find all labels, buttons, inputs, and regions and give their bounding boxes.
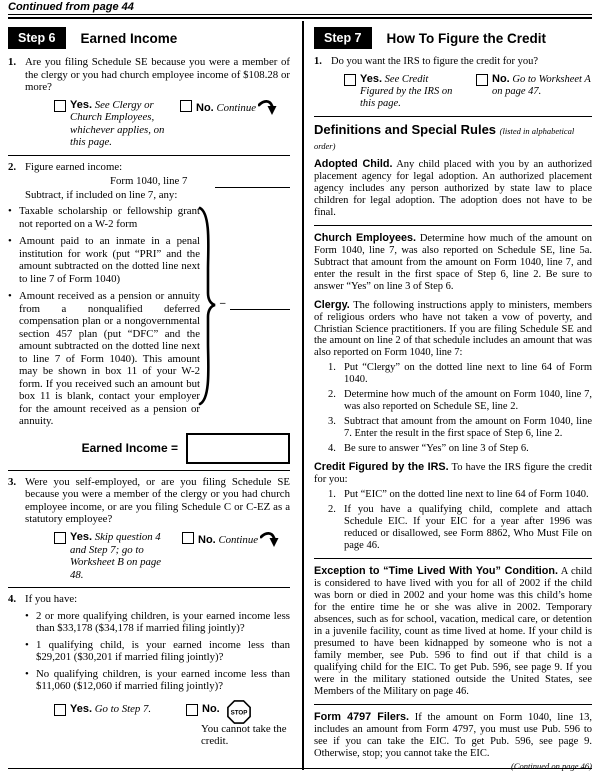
step6-question-2 — [8, 161, 290, 174]
divider — [314, 116, 592, 117]
question-text: Are you filing Schedule SE because you were a member of the clergy or you had church employee income of $108.28 or more? — [25, 56, 290, 94]
list-item — [8, 235, 200, 285]
divider — [8, 587, 290, 588]
definition-church-employees — [314, 232, 592, 293]
divider — [8, 155, 290, 156]
question-number: 1. — [8, 56, 17, 68]
subtraction-item: Taxable scholarship or fellowship grant not reported on a W-2 form — [19, 205, 200, 230]
no-label: No. — [202, 702, 220, 715]
definition-body: If the amount on Form 1040, line 13, includes an amount from Form 4797, you must use Pub. 596 to see if you can take the EIC. To get Pub. 596, see page 9. Otherwise, stop; you cannot take the EIC. — [314, 711, 592, 759]
definition-term: Clergy. — [314, 298, 350, 311]
step6-q4-no-answer — [186, 703, 290, 748]
step7-header — [314, 27, 592, 49]
question-number: 3. — [8, 475, 17, 488]
step6-q4-answers — [54, 703, 290, 748]
step6-question-4 — [8, 593, 290, 606]
question-text: Were you self-employed, or are you filing Schedule SE because you were a member of the clergy or you had church employee income, or are you filing Schedule C or C-EZ as a statutory employee? — [25, 475, 290, 526]
list-item — [25, 610, 290, 635]
earned-income-row — [8, 433, 290, 464]
qualifying-children-item: No qualifying children, is your earned income less than $11,060 ($12,060 if married filing jointly)? — [36, 667, 290, 693]
divider — [314, 225, 592, 226]
list-item — [328, 489, 592, 501]
yes-label: Yes. — [70, 98, 93, 111]
divider — [314, 558, 592, 559]
item-text: Put “EIC” on the dotted line next to line 64 of Form 1040. — [344, 489, 589, 501]
step6-q2-subtractions — [8, 205, 290, 428]
yes-instruction: Skip question 4 and Step 7; go to Worksheet B on page 48. — [70, 530, 162, 581]
form1040-line7-label: Form 1040, line 7 — [110, 175, 188, 188]
continue-arrow-icon — [258, 99, 278, 117]
stop-icon — [226, 699, 252, 725]
form1040-line7-row — [25, 175, 290, 188]
subtraction-item: Amount paid to an inmate in a penal institution for work (put “PRI” and the amount subtracted on the dotted line next to line 7 of Form 1040) — [19, 235, 200, 285]
step6-q1-answers — [54, 99, 290, 149]
divider — [8, 470, 290, 471]
definitions-heading-text: Definitions and Special Rules — [314, 121, 497, 137]
yes-instruction: Go to Step 7. — [94, 702, 152, 715]
step6-q4-no-checkbox[interactable] — [186, 704, 198, 716]
definition-exception-time-lived — [314, 565, 592, 698]
subtract-instruction: Subtract, if included on line 7, any: — [25, 188, 178, 201]
item-number: 3. — [328, 416, 336, 428]
step6-question-3 — [8, 476, 290, 526]
step6-title: Earned Income — [80, 30, 178, 46]
bullet-icon: • — [8, 290, 12, 303]
continued-from-note: Continued from page 44 — [8, 1, 134, 13]
item-text: Put “Clergy” on the dotted line next to line 64 of Form 1040. — [344, 362, 592, 386]
qualifying-children-item: 2 or more qualifying children, is your earned income less than $33,178 ($34,178 if married filing jointly)? — [36, 609, 290, 635]
definitions-heading — [314, 122, 592, 152]
minus-sign: – — [220, 297, 226, 310]
bullet-icon: • — [8, 235, 12, 248]
no-instruction: Continue — [218, 533, 259, 546]
step7-title: How To Figure the Credit — [386, 30, 547, 46]
definition-term: Church Employees. — [314, 231, 416, 244]
item-text: Be sure to answer “Yes” on line 3 of Step 6. — [344, 443, 529, 455]
step7-question-1 — [314, 56, 592, 68]
step6-q3-answers — [54, 531, 290, 581]
no-instruction: Continue — [216, 101, 257, 114]
yes-label: Yes. — [70, 702, 93, 715]
no-label: No. — [492, 72, 510, 85]
bullet-icon: • — [25, 667, 29, 680]
continue-arrow-icon — [260, 531, 280, 549]
subtraction-amount-row — [220, 297, 290, 310]
item-text: Subtract that amount from the amount on Form 1040, line 7. Enter the result in the first space of Step 6, line 2. — [344, 416, 592, 440]
question-number: 4. — [8, 593, 17, 606]
definition-body: Determine how much of the amount on Form 1040, line 7, was also reported on Schedule SE, line 5a. Subtract that amount from the amount on Form 1040, line 7, and enter the result in the first space of Step 6, line 2. Be sure to answer “Yes” on line 3 of Step 6. — [314, 232, 593, 292]
no-result-text: You cannot take the credit. — [201, 722, 287, 748]
list-item — [328, 443, 592, 455]
step7-q1-yes-checkbox[interactable] — [344, 74, 356, 86]
step7-section — [314, 27, 592, 771]
svg-text:STOP: STOP — [230, 708, 248, 716]
list-item — [328, 416, 592, 440]
item-number: 1. — [328, 489, 336, 501]
earned-income-label: Earned Income = — [81, 441, 178, 456]
step6-question-1 — [8, 56, 290, 94]
yes-label: Yes. — [360, 72, 383, 85]
step7-q1-no-checkbox[interactable] — [476, 74, 488, 86]
list-item — [8, 205, 200, 230]
qualifying-children-item: 1 qualifying child, is your earned income less than $29,201 ($30,201 if married filing jointly)? — [36, 638, 290, 664]
bullet-icon: • — [25, 638, 29, 651]
step6-q1-yes-checkbox[interactable] — [54, 100, 66, 112]
definition-term: Credit Figured by the IRS. — [314, 461, 449, 474]
definition-term: Form 4797 Filers. — [314, 710, 410, 723]
yes-label: Yes. — [70, 530, 93, 543]
definition-adopted-child — [314, 158, 592, 219]
item-number: 1. — [328, 362, 336, 374]
no-label: No. — [198, 533, 216, 546]
step6-section — [8, 27, 290, 752]
question-number: 2. — [8, 160, 17, 173]
definition-form-4797-filers — [314, 711, 592, 760]
question-text: Do you want the IRS to figure the credit for you? — [331, 56, 539, 67]
step6-q3-no-checkbox[interactable] — [182, 532, 194, 544]
continued-on-note: (Continued on page 46) — [511, 760, 592, 771]
definition-body: A child is considered to have lived with you for all of 2002 if the child was born or died in 2002 and your home was this child’s home for the entire time he or she was alive in 2002. Temporary absences, such as for school, vacation, medical care, or detention in a juvenile facility, count as time lived at home. If your child is presumed to have been kidnapped by someone who is not a family member, see Pub. 596 to find out if that child is a qualifying child for the EIC. To get Pub. 596, see page 9. If you were in the military stationed outside the United States, see Members of the Military on page 46. — [314, 565, 592, 697]
definitions-heading-note: (listed in alphabetical order) — [314, 125, 575, 151]
list-item — [25, 668, 290, 693]
list-item — [328, 362, 592, 386]
subtraction-amount-field[interactable] — [230, 298, 290, 310]
bullet-icon: • — [8, 205, 12, 218]
step6-q1-no-checkbox[interactable] — [180, 100, 192, 112]
step6-q3-yes-checkbox[interactable] — [54, 532, 66, 544]
step7-chip: Step 7 — [314, 27, 372, 49]
list-item — [328, 504, 592, 552]
no-label: No. — [196, 101, 214, 114]
top-double-rule — [8, 14, 592, 19]
bullet-icon: • — [25, 609, 29, 622]
step7-q1-answers — [344, 73, 592, 110]
item-number: 2. — [328, 504, 336, 516]
definition-body: The following instructions apply to ministers, members of religious orders who have not taken a vow of poverty, and Christian Science practitioners. If you are filing Schedule SE and the amount on line 2 of that schedule includes an amount that was also reported on Form 1040, line 7: — [314, 299, 593, 359]
step6-chip: Step 6 — [8, 27, 66, 49]
definition-credit-figured — [314, 461, 592, 486]
column-divider — [302, 21, 304, 770]
subtraction-item: Amount received as a pension or annuity from a nonqualified deferred compensation plan or a nongovernmental section 457 plan (put “DFC” and the amount subtracted on the dotted line next to line 7 of Form 1040). This amount may be shown in box 11 of your W-2 form. If you received such an amount but box 11 is blank, contact your employer for the amount received as a pension or annuity. — [19, 290, 200, 428]
form1040-line7-amount-field[interactable] — [215, 176, 290, 188]
list-item — [8, 290, 200, 428]
grouping-brace — [198, 205, 218, 411]
earned-income-entry-box[interactable] — [186, 433, 290, 464]
definition-term: Adopted Child. — [314, 157, 393, 170]
question-text: If you have: — [25, 593, 78, 606]
no-instruction: Go to Worksheet A on page 47. — [492, 73, 591, 97]
yes-instruction: See Clergy or Church Employees, whichever applies, on this page. — [70, 98, 165, 149]
question-number: 1. — [314, 56, 322, 67]
item-number: 2. — [328, 389, 336, 401]
item-number: 4. — [328, 443, 336, 455]
definition-body: To have the IRS figure the credit for you: — [314, 462, 592, 486]
divider — [314, 704, 592, 705]
question-text: Figure earned income: — [25, 160, 123, 173]
step6-header — [8, 27, 290, 49]
item-text: If you have a qualifying child, complete and attach Schedule EIC. If your EIC for a year after 1996 was reduced or disallowed, see Form 8862, Who Must File on page 46. — [344, 504, 592, 551]
step6-q4-yes-checkbox[interactable] — [54, 704, 66, 716]
definition-clergy — [314, 299, 592, 360]
definition-term: Exception to “Time Lived With You” Condition. — [314, 564, 558, 577]
list-item — [328, 389, 592, 413]
list-item — [25, 639, 290, 664]
item-text: Determine how much of the amount on Form 1040, line 7, was also reported on Schedule SE, line 2. — [344, 389, 592, 413]
definition-body: Any child placed with you by an authorized placement agency for legal adoption. An authorized placement agency includes any person authorized by state law to place children for legal adoption. The adoption does not have to be final. — [314, 158, 592, 218]
yes-instruction: See Credit Figured by the IRS on this page. — [360, 73, 453, 109]
